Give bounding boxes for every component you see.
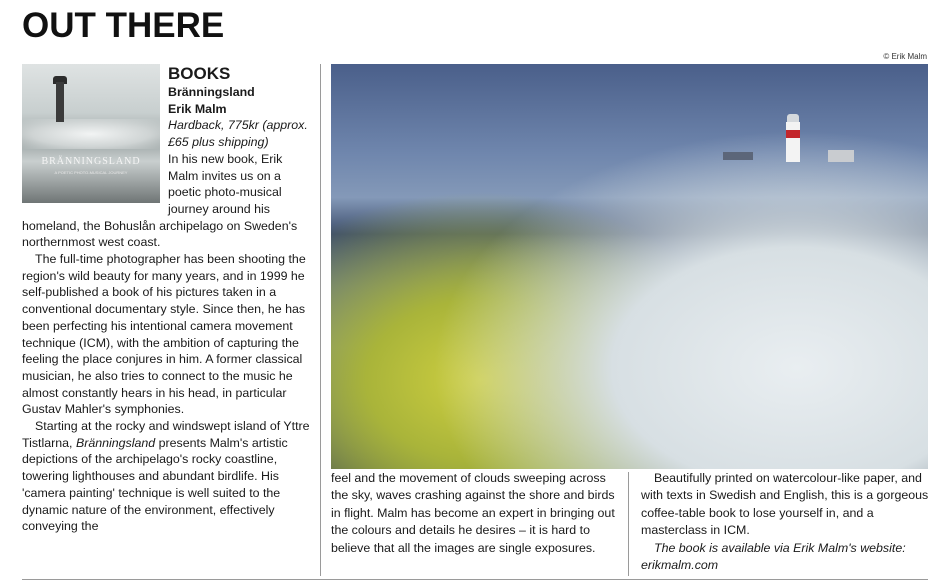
column-2 — [331, 470, 616, 557]
paragraph-contents-a: Starting at the rocky and windswept island of Yttre Tistlarna, — [22, 419, 310, 450]
book-author: Erik Malm — [168, 101, 227, 116]
book-format-price: Hardback, 775kr (approx. £65 plus shipping) — [168, 118, 308, 150]
book-title: Bränningsland — [168, 85, 255, 99]
paragraph-contents — [22, 418, 314, 535]
column-divider-1 — [320, 64, 321, 576]
paragraph-availability: The book is available via Erik Malm's website: erikmalm.com — [641, 540, 906, 573]
paragraph-verdict: Beautifully printed on watercolour-like paper, and with texts in Swedish and English, this is a gorgeous coffee-table book to lose yourself in, and a masterclass in ICM. — [641, 471, 929, 538]
bottom-rule — [22, 579, 928, 580]
paragraph-background: The full-time photographer has been shooting the region's wild beauty for many years, and in 1999 he self-published a book of his pictures taken in a conventional documentary style. Since then, he has been perfecting his intentional camera movement technique (ICM), with the ambition of capturing the feeling the place conjures in him. A former classical musician, he also tries to connect to the music he almost constantly hears in his head, in particular Gustav Mahler's symphonies. — [22, 252, 306, 417]
cover-subtitle: A POETIC PHOTO-MUSICAL JOURNEY — [54, 170, 128, 175]
column-3 — [641, 470, 931, 574]
page-header: OUT THERE — [22, 6, 225, 45]
column-1 — [22, 62, 314, 535]
cover-title: BRÄNNINGSLAND — [41, 156, 141, 167]
paragraph-technique: feel and the movement of clouds sweeping across the sky, waves crashing against the shore and birds in flight. Malm has become an expert in bringing out the colours and details he desires – it is hard to believe that all the images are single exposures. — [331, 471, 615, 555]
paragraph-intro: In his new book, Erik Malm invites us on a poetic photo-musical journey around his homeland, the Bohuslån archipelago on Sweden's northernmost west coast. — [22, 151, 298, 250]
photo-shed-shape — [723, 152, 753, 160]
section-heading: BOOKS — [168, 64, 231, 83]
paragraph-contents-b: presents Malm's artistic depictions of the archipelago's rocky coastline, towering lighthouses and abundant birdlife. His 'camera painting' technique is well suited to the dynamic nature of the environment, effectively conveying the — [22, 435, 288, 534]
coastal-lighthouse-photo — [331, 64, 928, 469]
photo-credit: © Erik Malm — [883, 52, 927, 61]
cover-float-spacer — [22, 62, 168, 208]
photo-house-shape — [828, 150, 854, 162]
column-divider-2 — [628, 472, 629, 576]
photo-lighthouse-icon — [786, 122, 800, 162]
paragraph-contents-book-title: Bränningsland — [75, 435, 156, 450]
photo-lighthouse-band — [786, 130, 800, 138]
